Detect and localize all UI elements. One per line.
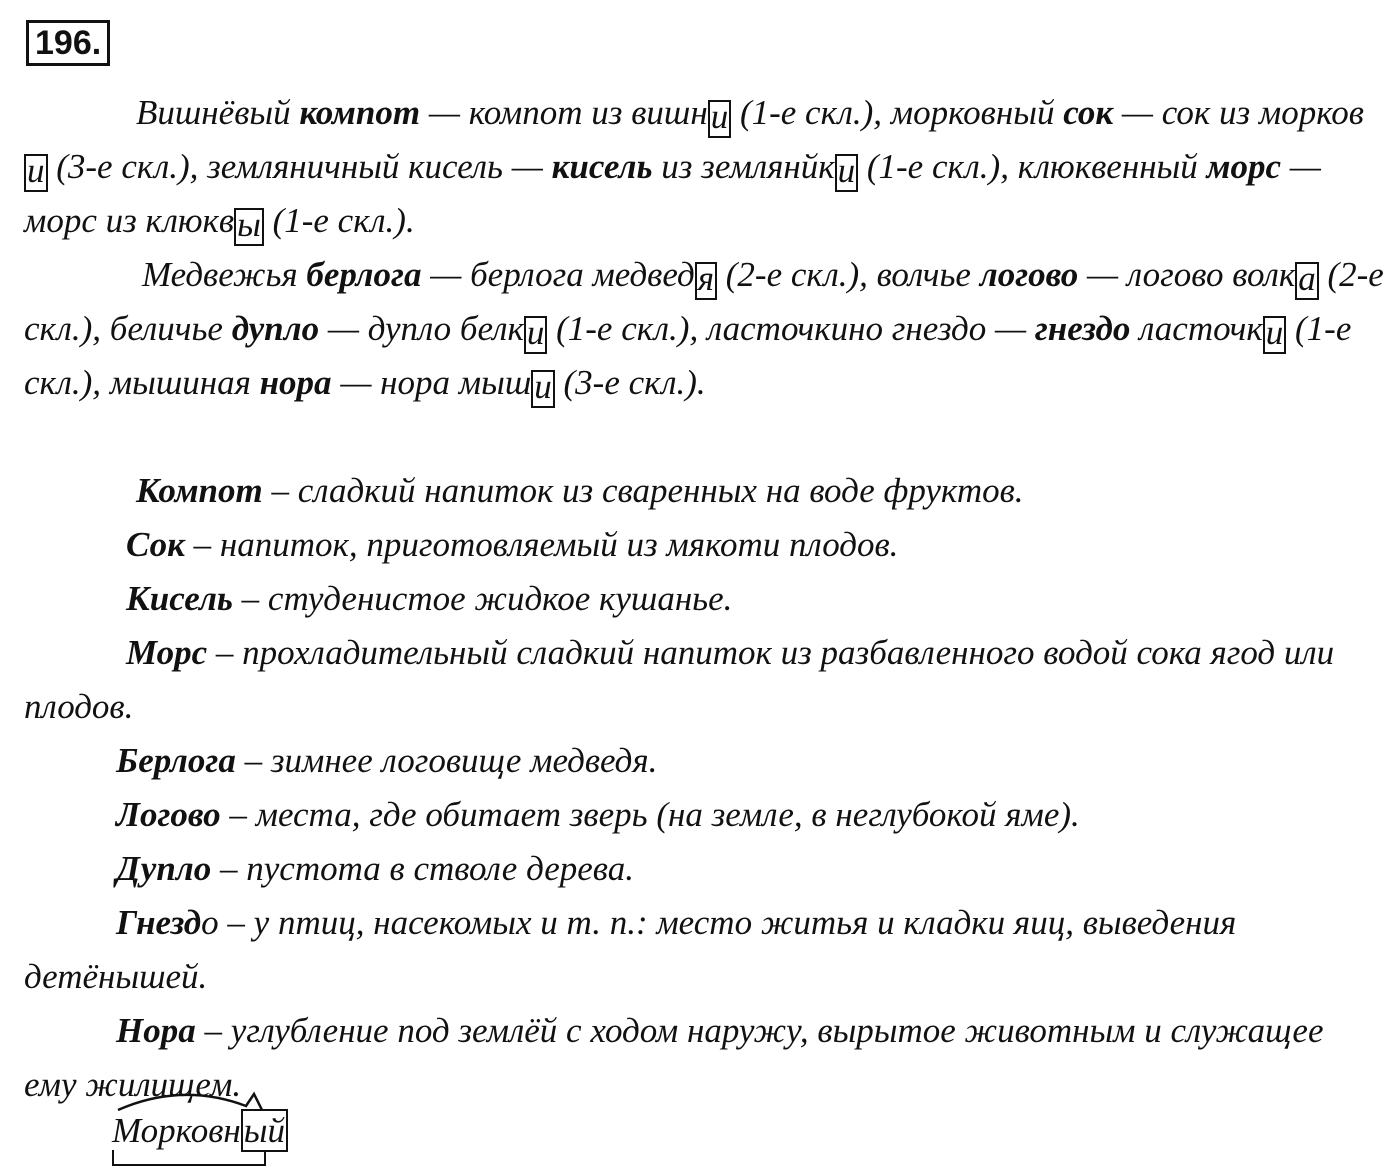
text-run: Вишнёвый [136, 93, 300, 132]
definition-term: Сок [126, 525, 185, 564]
text-run: Медвежья [142, 255, 307, 294]
definitions-list [24, 464, 1384, 1112]
morpheme-ending: ый [241, 1109, 288, 1152]
definition-term: Дупло [116, 849, 212, 888]
text-run: ласточк [1130, 309, 1263, 348]
text-run: — логово волк [1078, 255, 1296, 294]
bold-term: гнездо [1034, 309, 1131, 348]
bold-term: логово [979, 255, 1079, 294]
definition-text: – места, где обитает зверь (на земле, в неглубокой яме). [220, 795, 1080, 834]
exercise-number: 196. [26, 20, 110, 66]
highlighted-ending: и [835, 154, 859, 192]
definition-term: Логово [116, 795, 221, 834]
definition-text: – зимнее логовище медведя. [235, 741, 658, 780]
text-run: — дупло белк [319, 309, 524, 348]
highlighted-ending: и [1263, 316, 1287, 354]
text-run: — компот из вишн [420, 93, 708, 132]
highlighted-ending: ы [234, 208, 264, 246]
morpheme-analysis [112, 1106, 288, 1156]
definition-term: Морс [126, 633, 208, 672]
definition-item [24, 734, 1384, 788]
definition-item [24, 572, 1384, 626]
text-run: (1-е скл.), клюквенный [858, 147, 1207, 186]
text-run: (3-е скл.), земляничный кисель — [47, 147, 552, 186]
text-run: — сок из морков [1113, 93, 1364, 132]
highlighted-ending: я [695, 262, 717, 300]
bold-term: морс [1206, 147, 1282, 186]
definition-item [24, 626, 1384, 734]
definition-term: Нора [116, 1011, 196, 1050]
text-run: (2-е скл.), беличье [24, 255, 1384, 348]
definition-term: Кисель [126, 579, 233, 618]
stem-bracket [112, 1150, 266, 1166]
text-run: (3-е скл.). [554, 363, 706, 402]
definition-text: – студенистое жидкое кушанье. [232, 579, 733, 618]
text-run: — морс из клюкв [24, 147, 1321, 240]
definition-item [24, 842, 1384, 896]
bold-term: кисель [551, 147, 653, 186]
definition-text: – углубление под землёй с ходом наружу, вырытое животным и служащее ему жилищем. [24, 1011, 1324, 1104]
text-run: (2-е скл.), волчье [717, 255, 980, 294]
definition-text: – напиток, приготовляемый из мякоти плодов. [184, 525, 899, 564]
highlighted-ending: а [1295, 262, 1319, 300]
text-run: (1-е скл.), мышиная [24, 309, 1352, 402]
definition-text: – прохладительный сладкий напиток из разбавленного водой сока ягод или плодов. [24, 633, 1335, 726]
highlighted-ending: и [524, 316, 548, 354]
definition-term: Компот [136, 471, 263, 510]
morpheme-stem: Морковн [112, 1111, 241, 1150]
text-run: (1-е скл.), морковный [731, 93, 1064, 132]
bold-term: дупло [231, 309, 320, 348]
definition-text: о – у птиц, насекомых и т. п.: место житья и кладки яиц, выведения детёнышей. [24, 903, 1237, 996]
bold-term: нора [259, 363, 332, 402]
highlighted-ending: и [24, 154, 48, 192]
definition-text: – сладкий напиток из сваренных на воде фруктов. [262, 471, 1024, 510]
highlighted-ending: и [708, 100, 732, 138]
definition-term: Берлога [116, 741, 236, 780]
bold-term: сок [1063, 93, 1114, 132]
text-run: — берлога медвед [421, 255, 695, 294]
paragraph-juices [24, 86, 1384, 248]
definition-item [24, 788, 1384, 842]
bold-term: компот [299, 93, 421, 132]
definition-item [24, 896, 1384, 1004]
text-run: — нора мыш [331, 363, 532, 402]
definition-item [24, 464, 1384, 518]
paragraph-dwellings [24, 248, 1384, 410]
bold-term: берлога [306, 255, 422, 294]
definition-text: – пустота в стволе дерева. [211, 849, 634, 888]
root-arc-icon [112, 1076, 332, 1116]
definition-item [24, 518, 1384, 572]
text-run: (1-е скл.). [263, 201, 415, 240]
highlighted-ending: и [531, 370, 555, 408]
text-run: из землянйк [652, 147, 835, 186]
text-run: (1-е скл.), ласточкино гнездо — [547, 309, 1035, 348]
definition-term: Гнезд [116, 903, 202, 942]
